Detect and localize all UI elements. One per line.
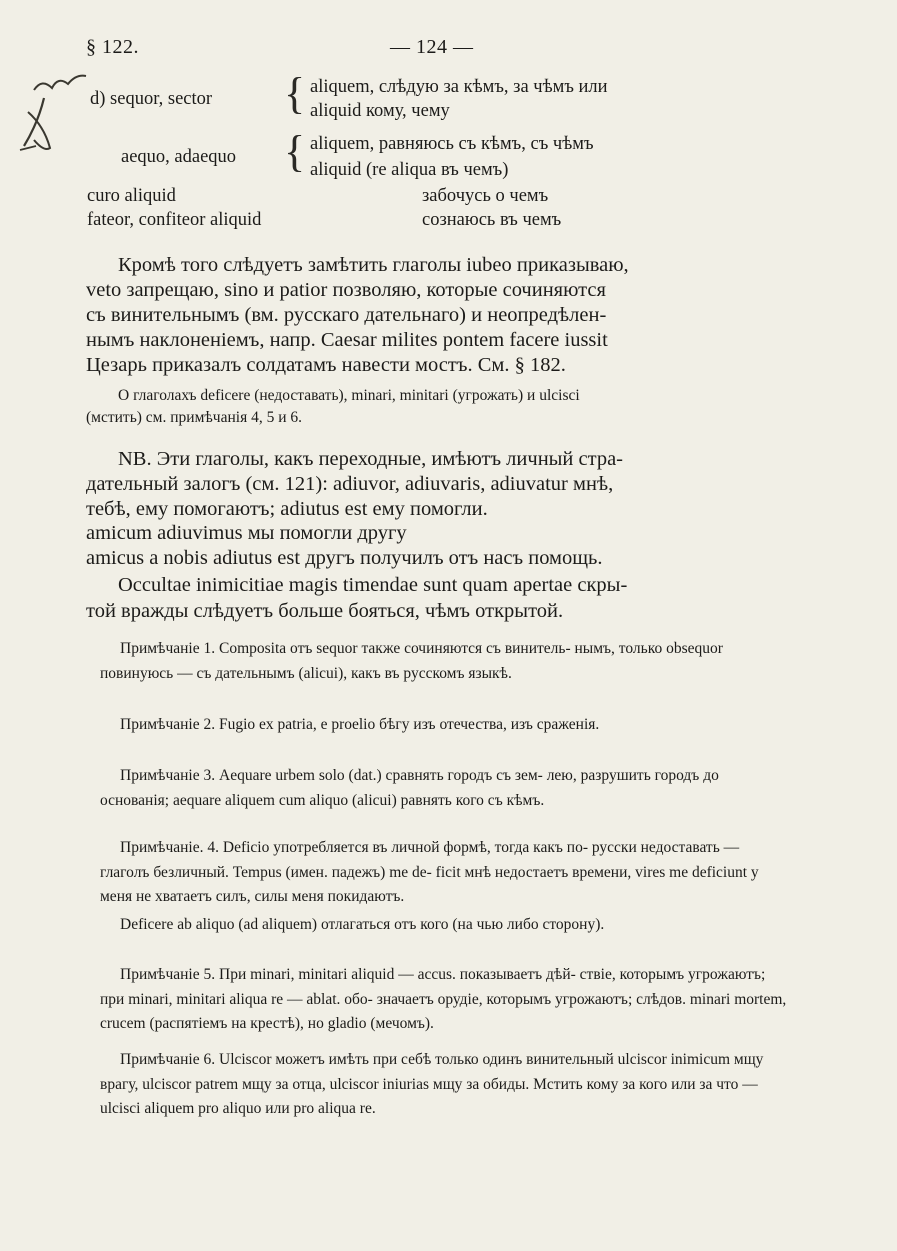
small-note-line: О глаголахъ deficere (недоставать), minari, minitari (угрожать) и ulcisci [118,387,580,404]
small-note-line: (мстить) см. примѣчанія 4, 5 и 6. [86,409,303,426]
verb-table-meaning: забочусь о чемъ [422,186,549,206]
nb-line: тебѣ, ему помогаютъ; adiutus est ему помогли. [86,498,488,520]
paragraph-line: нымъ наклоненіемъ, напр. Caesar milites pontem facere iussit [86,329,608,351]
nb-line: amicum adiuvimus мы помогли другу [86,522,407,544]
paragraph-line: Кромѣ того слѣдуетъ замѣтить глаголы iubeo приказываю, [118,254,629,276]
section-number: § 122. [86,36,139,58]
paragraph-line: Цезарь приказалъ солдатамъ навести мостъ. См. § 182. [86,354,566,376]
page-number: — 124 — [390,36,474,58]
brace-icon: { [284,69,306,118]
note-4: Примѣчаніе. 4. Deficio употребляется въ личной формѣ, тогда какъ по- русски недоставать — глаголъ безличный. Tempus (имен. падежъ) me de- ficit мнѣ недостаетъ времени, vires me deficiunt у меня не хватаетъ силъ, силы меня покидаютъ. [100,839,759,905]
verb-table-verb: aequo, adaequo [121,147,237,167]
note-1: Примѣчаніе 1. Composita отъ sequor также сочиняются съ винитель- нымъ, только obsequor повинуюсь — съ дательнымъ (alicui), какъ въ русскомъ языкѣ. [100,640,723,682]
note-4-continuation: Deficere ab aliquo (ad aliquem) отлагаться отъ кого (на чью либо сторону). [120,916,605,933]
nb-line: amicus a nobis adiutus est другъ получилъ отъ насъ помощь. [86,547,603,569]
verb-table-meaning: aliquem, равняюсь съ кѣмъ, съ чѣмъ [310,134,594,154]
note-5: Примѣчаніе 5. При minari, minitari aliquid — accus. показываетъ дѣй- ствіе, которымъ угрожаютъ; при minari, minitari aliqua re — ablat. обо- значаетъ орудіе, которымъ угрожаютъ; слѣдов. minari mortem, crucem (распятіемъ на крестѣ), но gladio (мечомъ). [100,966,787,1032]
paragraph-line: veto запрещаю, sino и patior позволяю, которые сочиняются [86,279,606,301]
note-2: Примѣчаніе 2. Fugio ex patria, e proelio бѣгу изъ отечества, изъ сраженія. [120,716,600,733]
verb-table-meaning: aliquem, слѣдую за кѣмъ, за чѣмъ или [310,77,608,97]
note-3: Примѣчаніе 3. Aequare urbem solo (dat.) сравнять городъ съ зем- лею, разрушить городъ до основанія; aequare aliquem cum aliquo (alicui) равнять кого съ кѣмъ. [100,767,719,809]
nb-line: NB. Эти глаголы, какъ переходные, имѣютъ личный стра- [118,448,624,470]
nb-line: Occultae inimicitiae magis timendae sunt quam apertae скры- [118,574,628,596]
verb-table-meaning: aliquid (re aliqua въ чемъ) [310,160,509,180]
note-6: Примѣчаніе 6. Ulciscor можетъ имѣть при себѣ только одинъ винительный ulciscor inimicum мщу врагу, ulciscor patrem мщу за отца, ulciscor iniurias мщу за обиды. Мстить кому за кого или за что — ulcisci aliquem pro aliquo или pro aliqua re. [100,1051,764,1117]
paragraph-line: съ винительнымъ (вм. русскаго дательнаго) и неопредѣлен- [86,304,607,326]
nb-line: дательный залогъ (см. 121): adiuvor, adiuvaris, adiuvatur мнѣ, [86,473,614,495]
verb-table-meaning: сознаюсь въ чемъ [422,210,562,230]
verb-table-meaning: aliquid кому, чему [310,101,450,121]
brace-icon: { [284,127,306,176]
verb-table-verb: curo aliquid [87,186,176,206]
verb-table-verb: fateor, confiteor aliquid [87,210,262,230]
verb-table-verb: d) sequor, sector [90,89,213,109]
handwritten-margin-mark-icon [14,68,94,158]
nb-line: той вражды слѣдуетъ больше бояться, чѣмъ открытой. [86,600,564,622]
